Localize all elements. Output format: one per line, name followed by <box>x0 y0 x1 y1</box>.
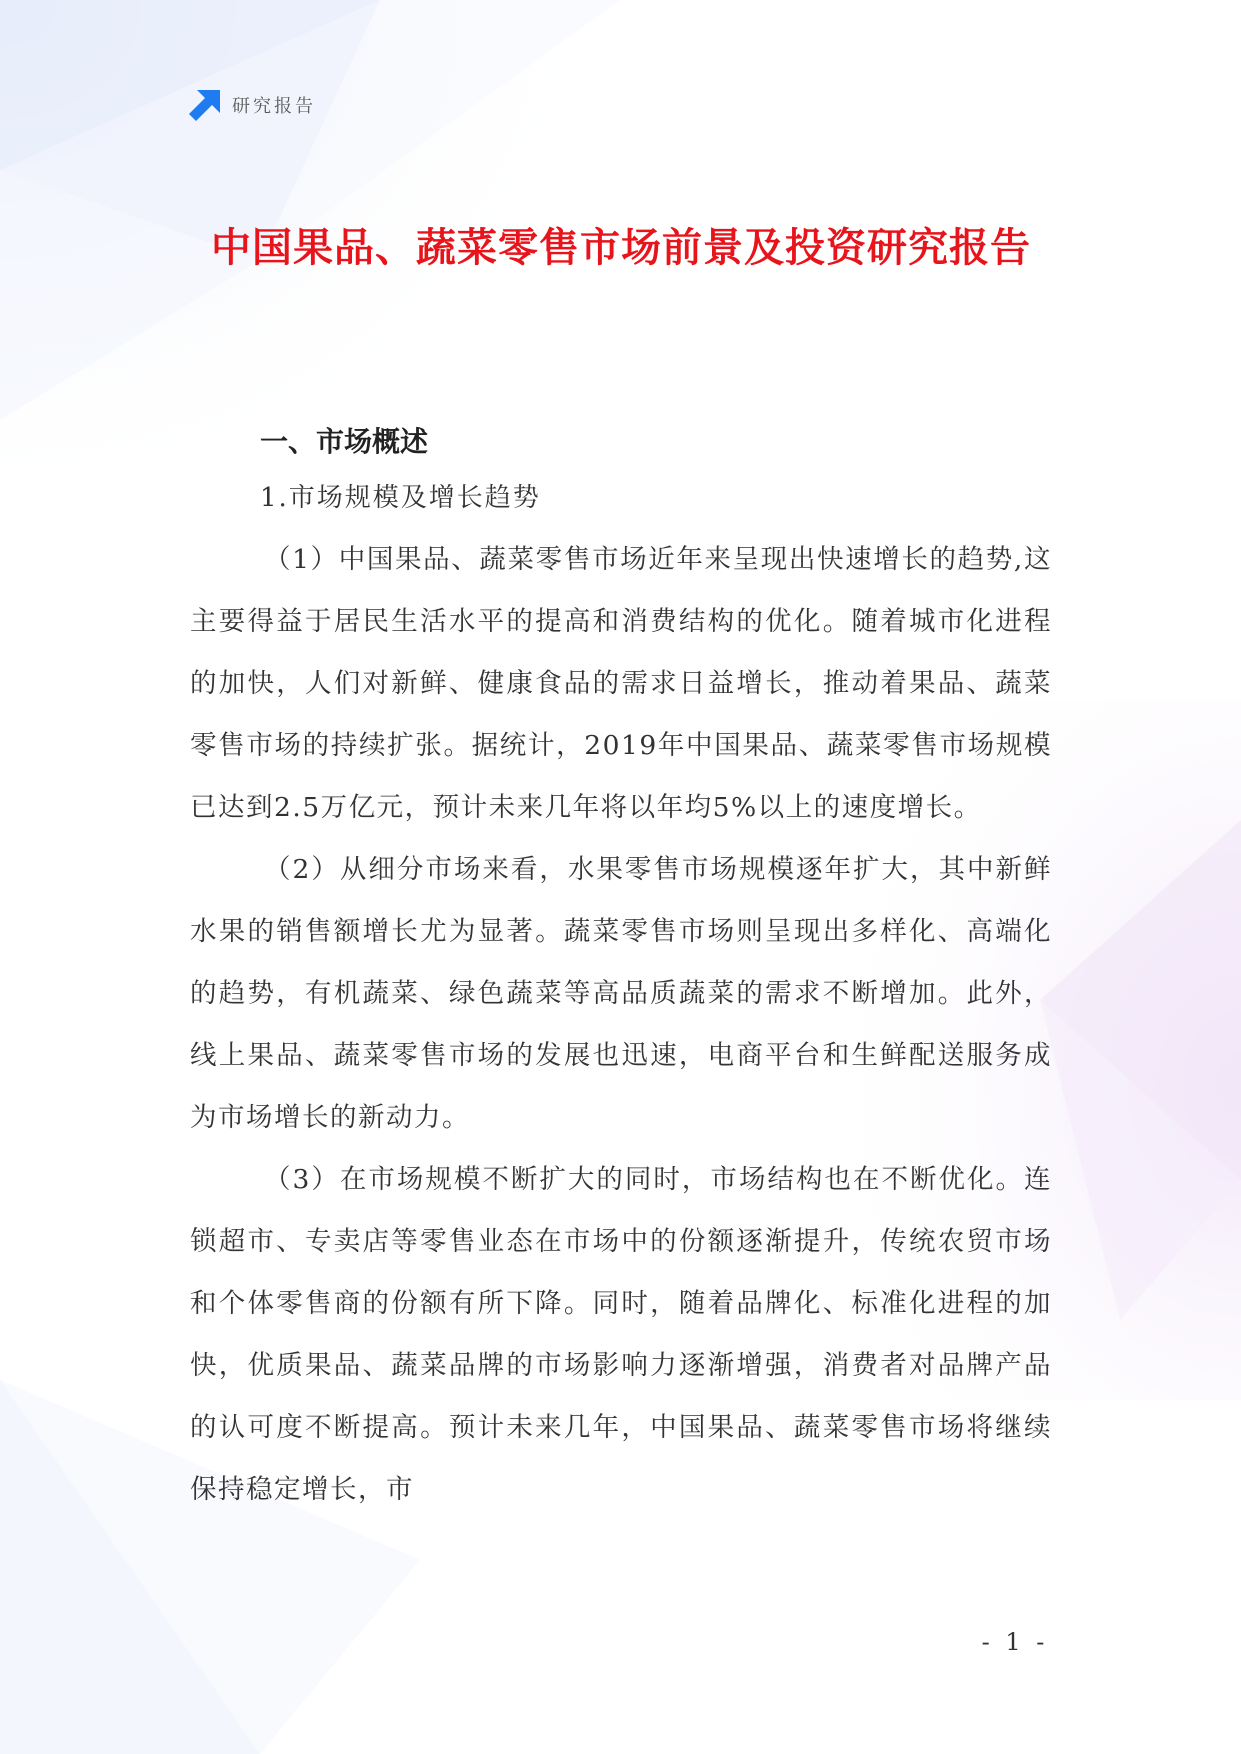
page-number: - 1 - <box>981 1628 1049 1656</box>
section-heading: 一、市场概述 <box>260 425 429 458</box>
arrow-up-right-icon <box>188 88 222 122</box>
paragraph-3: （3）在市场规模不断扩大的同时，市场结构也在不断优化。连锁超市、专卖店等零售业态在市场中的份额逐渐提升，传统农贸市场和个体零售商的份额有所下降。同时，随着品牌化、标准化进程的加快，优质果品、蔬菜品牌的市场影响力逐渐增强，消费者对品牌产品的认可度不断提高。预计未来几年，中国果品、蔬菜零售市场将继续保持稳定增长，市 <box>190 1164 1052 1505</box>
report-title: 中国果品、蔬菜零售市场前景及投资研究报告 <box>211 225 1031 271</box>
header-label: 研究报告 <box>232 96 316 117</box>
paragraph-1: （1）中国果品、蔬菜零售市场近年来呈现出快速增长的趋势,这主要得益于居民生活水平的提高和消费结构的优化。随着城市化进程的加快，人们对新鲜、健康食品的需求日益增长，推动着果品、蔬菜零售市场的持续扩张。据统计，2019年中国果品、蔬菜零售市场规模已达到2.5万亿元，预计未来几年将以年均5%以上的速度增长。 <box>190 544 1052 823</box>
paragraph-2: （2）从细分市场来看，水果零售市场规模逐年扩大，其中新鲜水果的销售额增长尤为显著。蔬菜零售市场则呈现出多样化、高端化的趋势，有机蔬菜、绿色蔬菜等高品质蔬菜的需求不断增加。此外，线上果品、蔬菜零售市场的发展也迅速，电商平台和生鲜配送服务成为市场增长的新动力。 <box>190 854 1052 1133</box>
subsection-heading: 1.市场规模及增长趋势 <box>260 483 541 513</box>
report-body <box>190 417 1052 1521</box>
document-header <box>188 88 316 122</box>
